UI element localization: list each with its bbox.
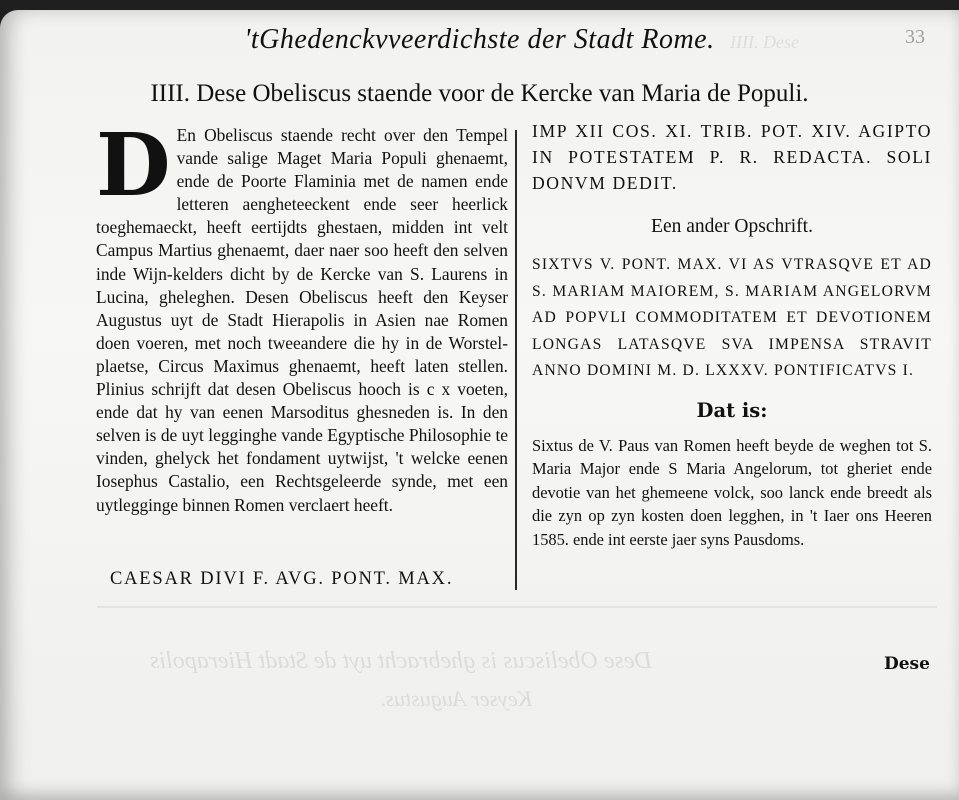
page-number: 33: [905, 26, 925, 48]
bleed-through-top: IIII. Dese: [730, 32, 799, 52]
inscription-start: CAESAR DIVI F. AVG. PONT. MAX.: [110, 569, 454, 589]
right-column: [532, 118, 932, 551]
catchword: Dese: [884, 654, 930, 674]
left-body-text: En Obeliscus staende recht over den Tempel vande salige Maget Maria Populi ghenaemt, ende de Poorte Flaminia met de namen ende letteren aengheteeckent ende seer heerlick toeghemaeckt, heeft eertijdts ghestaen, midden int velt Campus Martius ghenaemt, daer naer soo heeft den selven inde Wijn-kelders dicht by de Kercke van S. Laurens in Lucina, gheleghen. Desen Obeliscus heeft den Keyser Augustus uyt de Stadt Hierapolis in Asien nae Romen doen voeren, met noch tweeandere die hy in de Worstel-plaetse, Circus Maximus ghenaemt, heeft laten stellen. Plinius schrijft dat desen Obeliscus hooch is c x voeten, ende dat hy van eenen Marsoditus ghesneden is. In den selven is de uyt legginghe vande Egyptische Philosophie te vinden, ghelyck het fondament uytwijst, 't welcke eenen Iosephus Castalio, een Rechtsgeleerde synde, met een uytlegginge binnen Romen verclaert heeft.: [96, 125, 508, 515]
subheading-other-inscription: Een ander Opschrift.: [651, 216, 813, 237]
sixtus-inscription: SIXTVS V. PONT. MAX. VI AS VTRASQVE ET AD S. MARIAM MAIOREM, S. MARIAM ANGELORVM AD POPVLI COMMODITATEM ET DEVOTIONEM LONGAS LATASQVE SVA IMPENSA STRAVIT ANNO DOMINI M. D. LXXXV. PONTIFICATVS I.: [532, 256, 932, 379]
drop-cap: D: [96, 115, 171, 216]
dat-is-heading: Dat is:: [696, 398, 768, 422]
translation-text: Sixtus de V. Paus van Romen heeft beyde de weghen tot S. Maria Major ende S Maria Angelorum, tot gheriet ende devotie van het ghemeene volck, soo lanck ende breedt als die zyn op zyn kosten doen legghen, in 't Iaer ons Heeren 1585. ende int eerste jaer syns Pausdoms.: [532, 435, 932, 549]
column-rule: [515, 130, 517, 590]
bleed-through-bottom-2: Keyser Augustus.: [380, 686, 533, 711]
left-column: [96, 115, 508, 517]
bleed-through-bottom: Dese Obeliscus is ghebracht uyt de Stadt Hierapolis: [150, 648, 652, 674]
inscription-continued: IMP XII COS. XI. TRIB. POT. XIV. AGIPTO IN POTESTATEM P. R. REDACTA. SOLI DONVM DEDIT.: [532, 121, 932, 193]
bleed-through-frame: [97, 606, 937, 648]
running-title: 'tGhedenckvveerdichste der Stadt Rome.: [244, 24, 715, 55]
section-heading: IIII. Dese Obeliscus staende voor de Kercke van Maria de Populi.: [150, 80, 809, 107]
